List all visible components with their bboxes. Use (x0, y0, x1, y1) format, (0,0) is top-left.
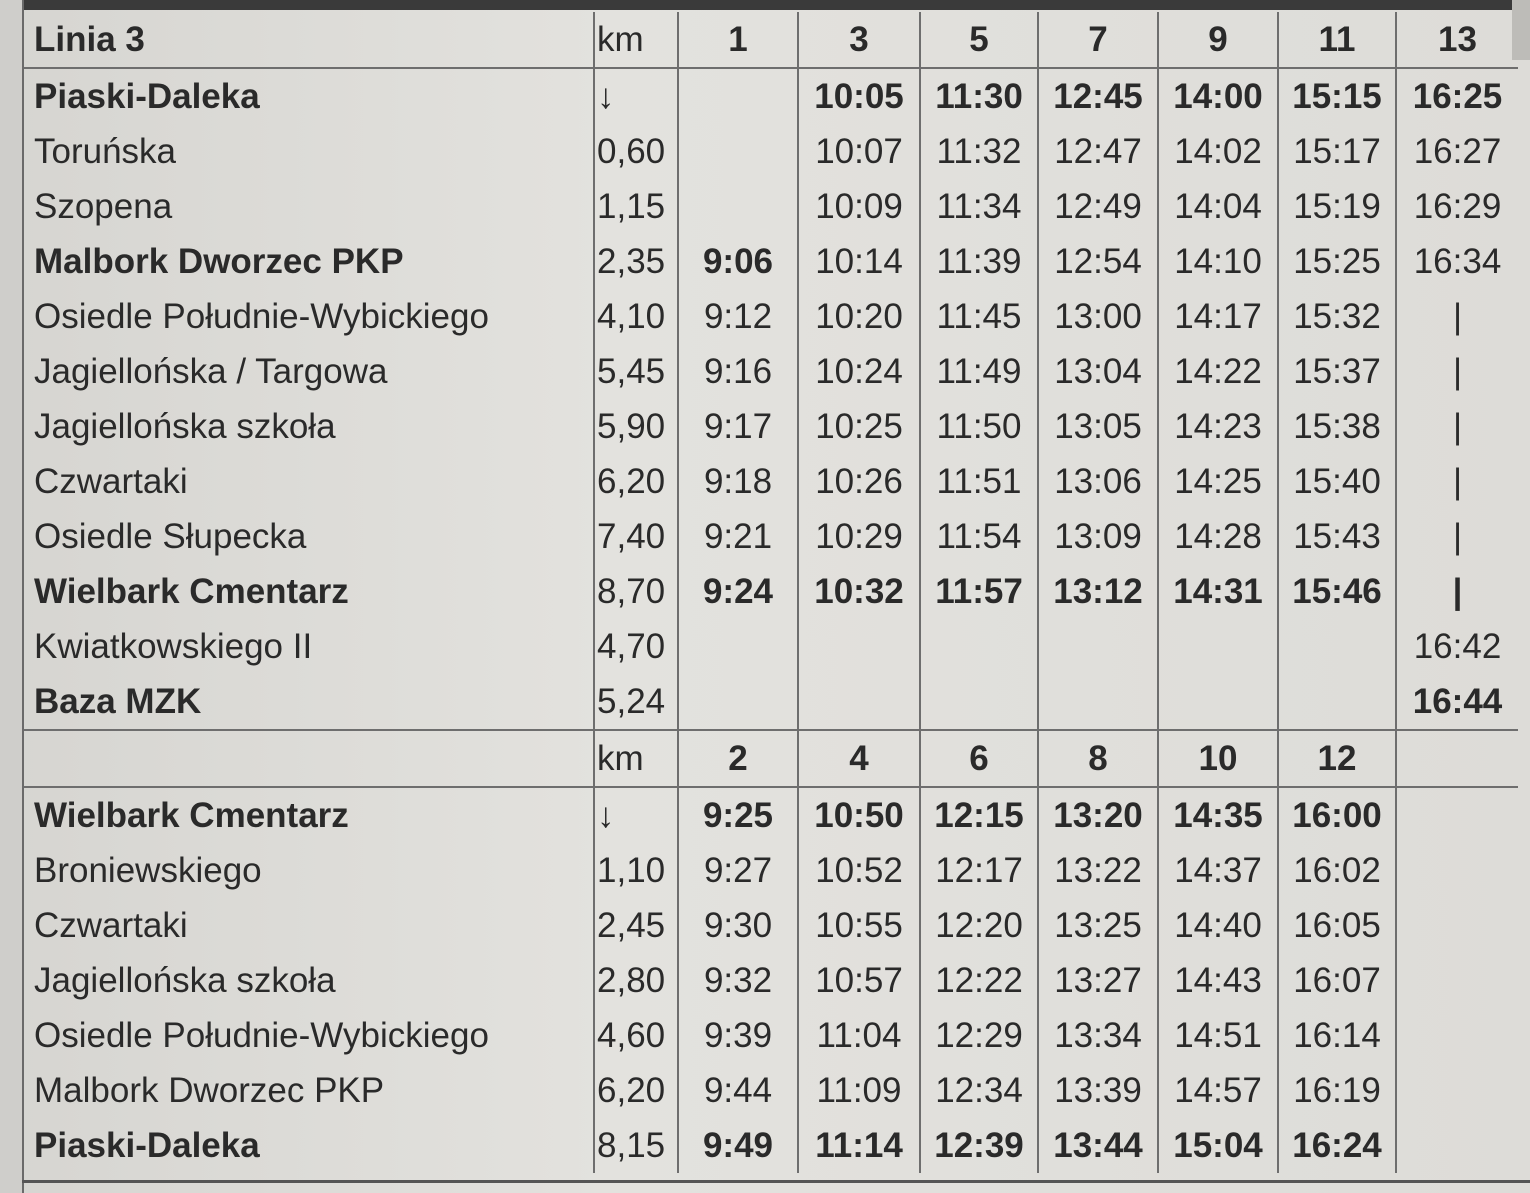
departure-time: 10:50 (798, 787, 920, 843)
stop-name: Jagiellońska szkoła (34, 407, 336, 446)
departure-time (1396, 898, 1518, 953)
departure-time (1038, 619, 1158, 674)
departure-time: 10:14 (798, 234, 920, 289)
departure-time: 9:16 (678, 344, 798, 399)
distance-km: 5,90 (594, 399, 678, 454)
departure-time: 10:09 (798, 179, 920, 234)
departure-time: 15:43 (1278, 509, 1396, 564)
distance-km: 2,80 (594, 953, 678, 1008)
course-number: 1 (678, 12, 798, 68)
departure-time (678, 68, 798, 124)
departure-time: 10:32 (798, 564, 920, 619)
departure-time: 10:07 (798, 124, 920, 179)
departure-time: 14:31 (1158, 564, 1278, 619)
departure-time: 13:39 (1038, 1063, 1158, 1118)
departure-time: 13:06 (1038, 454, 1158, 509)
departure-time: 12:34 (920, 1063, 1038, 1118)
departure-time (1396, 787, 1518, 843)
departure-time (678, 619, 798, 674)
departure-time (920, 674, 1038, 730)
km-header: km (594, 730, 678, 787)
stop-name: Malbork Dworzec PKP (34, 242, 404, 281)
course-number: 13 (1396, 12, 1518, 68)
departure-time: 9:12 (678, 289, 798, 344)
departure-time: 9:49 (678, 1118, 798, 1173)
departure-time: 14:00 (1158, 68, 1278, 124)
distance-km: 0,60 (594, 124, 678, 179)
departure-time: 10:26 (798, 454, 920, 509)
distance-km: 5,45 (594, 344, 678, 399)
departure-time: 10:25 (798, 399, 920, 454)
top-border (0, 0, 1530, 10)
departure-time: 11:54 (920, 509, 1038, 564)
departure-time: 9:25 (678, 787, 798, 843)
distance-km: ↓ (594, 787, 678, 843)
table-row (24, 454, 1518, 509)
departure-time: 14:35 (1158, 787, 1278, 843)
departure-time (1396, 843, 1518, 898)
km-header: km (594, 12, 678, 68)
distance-km: 2,35 (594, 234, 678, 289)
stop-name: Jagiellońska szkoła (34, 961, 336, 1000)
stop-name: Czwartaki (34, 906, 188, 945)
table-row (24, 1063, 1518, 1118)
departure-time: 13:09 (1038, 509, 1158, 564)
departure-time: 12:29 (920, 1008, 1038, 1063)
departure-time: 13:44 (1038, 1118, 1158, 1173)
departure-time: 16:02 (1278, 843, 1396, 898)
stop-name: Broniewskiego (34, 851, 262, 890)
table-row (24, 234, 1518, 289)
departure-time: 16:14 (1278, 1008, 1396, 1063)
course-number: 6 (920, 730, 1038, 787)
departure-time: 11:50 (920, 399, 1038, 454)
departure-time: 15:17 (1278, 124, 1396, 179)
stop-name: Wielbark Cmentarz (34, 796, 349, 835)
table-row (24, 953, 1518, 1008)
departure-time (1158, 619, 1278, 674)
departure-time: 16:29 (1396, 179, 1518, 234)
course-number: 11 (1278, 12, 1396, 68)
departure-time: 14:10 (1158, 234, 1278, 289)
departure-time (1278, 619, 1396, 674)
course-number: 9 (1158, 12, 1278, 68)
course-number (1396, 730, 1518, 787)
departure-time: | (1396, 399, 1518, 454)
departure-time: | (1396, 344, 1518, 399)
departure-time: | (1396, 509, 1518, 564)
distance-km: 8,15 (594, 1118, 678, 1173)
departure-time: 15:04 (1158, 1118, 1278, 1173)
departure-time: 12:15 (920, 787, 1038, 843)
departure-time: 16:44 (1396, 674, 1518, 730)
departure-time: 10:57 (798, 953, 920, 1008)
departure-time: 9:30 (678, 898, 798, 953)
distance-km: ↓ (594, 68, 678, 124)
departure-time: 16:25 (1396, 68, 1518, 124)
departure-time: 13:20 (1038, 787, 1158, 843)
departure-time (1396, 953, 1518, 1008)
departure-time (798, 619, 920, 674)
departure-time: 16:24 (1278, 1118, 1396, 1173)
departure-time: 13:05 (1038, 399, 1158, 454)
departure-time: 12:54 (1038, 234, 1158, 289)
departure-time: 11:30 (920, 68, 1038, 124)
departure-time: 9:21 (678, 509, 798, 564)
departure-time: 13:00 (1038, 289, 1158, 344)
stop-name: Jagiellońska / Targowa (34, 352, 388, 391)
departure-time: 11:04 (798, 1008, 920, 1063)
departure-time: 14:17 (1158, 289, 1278, 344)
table-row (24, 399, 1518, 454)
departure-time: 13:22 (1038, 843, 1158, 898)
departure-time: 16:42 (1396, 619, 1518, 674)
distance-km: 1,15 (594, 179, 678, 234)
departure-time: 14:43 (1158, 953, 1278, 1008)
departure-time (1278, 674, 1396, 730)
departure-time: 11:14 (798, 1118, 920, 1173)
departure-time: 13:04 (1038, 344, 1158, 399)
stop-name: Szopena (34, 187, 173, 226)
departure-time (1396, 1063, 1518, 1118)
departure-time: 12:39 (920, 1118, 1038, 1173)
distance-km: 4,60 (594, 1008, 678, 1063)
table-row (24, 68, 1518, 124)
departure-time: 11:09 (798, 1063, 920, 1118)
departure-time: 11:57 (920, 564, 1038, 619)
course-number: 7 (1038, 12, 1158, 68)
stop-name: Kwiatkowskiego II (34, 627, 313, 666)
departure-time (1396, 1008, 1518, 1063)
table-row (24, 124, 1518, 179)
timetable (24, 12, 1518, 1173)
departure-time (1158, 674, 1278, 730)
table-row (24, 898, 1518, 953)
table-row (24, 509, 1518, 564)
header-row-inbound (24, 730, 1518, 787)
departure-time: 16:00 (1278, 787, 1396, 843)
departure-time: 15:32 (1278, 289, 1396, 344)
departure-time: 14:57 (1158, 1063, 1278, 1118)
departure-time: 9:44 (678, 1063, 798, 1118)
stop-name: Toruńska (34, 132, 177, 171)
departure-time: 15:40 (1278, 454, 1396, 509)
departure-time: 10:24 (798, 344, 920, 399)
header-row-outbound (24, 12, 1518, 68)
departure-time: 15:38 (1278, 399, 1396, 454)
departure-time: 14:04 (1158, 179, 1278, 234)
departure-time: 9:24 (678, 564, 798, 619)
distance-km: 2,45 (594, 898, 678, 953)
departure-time: 9:39 (678, 1008, 798, 1063)
departure-time: 15:19 (1278, 179, 1396, 234)
distance-km: 4,70 (594, 619, 678, 674)
departure-time (678, 179, 798, 234)
table-row (24, 179, 1518, 234)
departure-time: 9:32 (678, 953, 798, 1008)
distance-km: 8,70 (594, 564, 678, 619)
departure-time: 14:51 (1158, 1008, 1278, 1063)
table-row (24, 1118, 1518, 1173)
distance-km: 4,10 (594, 289, 678, 344)
departure-time: | (1396, 289, 1518, 344)
departure-time: 15:37 (1278, 344, 1396, 399)
departure-time: 9:17 (678, 399, 798, 454)
stop-name: Osiedle Słupecka (34, 517, 307, 556)
departure-time: 9:27 (678, 843, 798, 898)
departure-time: 16:34 (1396, 234, 1518, 289)
departure-time: 10:05 (798, 68, 920, 124)
line-title: Linia 3 (24, 12, 594, 68)
departure-time: 16:07 (1278, 953, 1396, 1008)
departure-time: 10:29 (798, 509, 920, 564)
departure-time (920, 619, 1038, 674)
departure-time (678, 124, 798, 179)
departure-time: 12:20 (920, 898, 1038, 953)
departure-time: 15:25 (1278, 234, 1396, 289)
departure-time: 15:15 (1278, 68, 1396, 124)
departure-time: 11:49 (920, 344, 1038, 399)
course-number: 3 (798, 12, 920, 68)
departure-time (798, 674, 920, 730)
distance-km: 5,24 (594, 674, 678, 730)
departure-time: 10:52 (798, 843, 920, 898)
departure-time (1396, 1118, 1518, 1173)
departure-time: 11:45 (920, 289, 1038, 344)
departure-time: 14:25 (1158, 454, 1278, 509)
distance-km: 1,10 (594, 843, 678, 898)
departure-time: 10:20 (798, 289, 920, 344)
departure-time: 9:18 (678, 454, 798, 509)
departure-time: 14:28 (1158, 509, 1278, 564)
table-row (24, 619, 1518, 674)
departure-time: 13:27 (1038, 953, 1158, 1008)
departure-time: 13:25 (1038, 898, 1158, 953)
departure-time: 16:05 (1278, 898, 1396, 953)
bottom-border (22, 1180, 1530, 1183)
departure-time: 11:39 (920, 234, 1038, 289)
departure-time: 10:55 (798, 898, 920, 953)
departure-time: 11:32 (920, 124, 1038, 179)
course-number: 2 (678, 730, 798, 787)
departure-time (1038, 674, 1158, 730)
departure-time: 11:34 (920, 179, 1038, 234)
stop-name: Wielbark Cmentarz (34, 572, 349, 611)
course-number: 4 (798, 730, 920, 787)
departure-time: 13:12 (1038, 564, 1158, 619)
blank-header (24, 730, 594, 787)
stop-name: Baza MZK (34, 682, 202, 721)
departure-time: 14:23 (1158, 399, 1278, 454)
stop-name: Malbork Dworzec PKP (34, 1071, 385, 1110)
table-row (24, 674, 1518, 730)
course-number: 5 (920, 12, 1038, 68)
departure-time: | (1396, 564, 1518, 619)
departure-time: 11:51 (920, 454, 1038, 509)
distance-km: 6,20 (594, 454, 678, 509)
departure-time: 15:46 (1278, 564, 1396, 619)
stop-name: Czwartaki (34, 462, 188, 501)
departure-time (678, 674, 798, 730)
departure-time: 16:27 (1396, 124, 1518, 179)
stop-name: Osiedle Południe-Wybickiego (34, 297, 489, 336)
table-row (24, 564, 1518, 619)
departure-time: 12:49 (1038, 179, 1158, 234)
table-row (24, 843, 1518, 898)
course-number: 8 (1038, 730, 1158, 787)
departure-time: 12:17 (920, 843, 1038, 898)
stop-name: Piaski-Daleka (34, 77, 260, 116)
left-margin (0, 0, 24, 1193)
departure-time: 14:22 (1158, 344, 1278, 399)
stop-name: Piaski-Daleka (34, 1126, 260, 1165)
departure-time: 9:06 (678, 234, 798, 289)
table-row (24, 344, 1518, 399)
table-row (24, 289, 1518, 344)
stop-name: Osiedle Południe-Wybickiego (34, 1016, 489, 1055)
departure-time: 12:47 (1038, 124, 1158, 179)
departure-time: 12:22 (920, 953, 1038, 1008)
departure-time: 14:37 (1158, 843, 1278, 898)
departure-time: 14:40 (1158, 898, 1278, 953)
departure-time: 12:45 (1038, 68, 1158, 124)
departure-time: 16:19 (1278, 1063, 1396, 1118)
table-row (24, 1008, 1518, 1063)
course-number: 10 (1158, 730, 1278, 787)
departure-time: 13:34 (1038, 1008, 1158, 1063)
departure-time: | (1396, 454, 1518, 509)
table-row (24, 787, 1518, 843)
distance-km: 7,40 (594, 509, 678, 564)
departure-time: 14:02 (1158, 124, 1278, 179)
distance-km: 6,20 (594, 1063, 678, 1118)
course-number: 12 (1278, 730, 1396, 787)
